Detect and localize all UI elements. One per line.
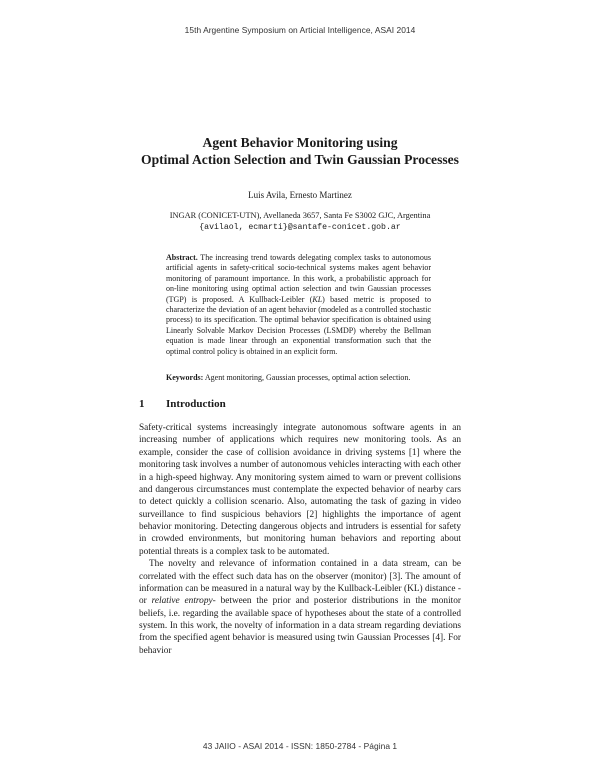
running-header: 15th Argentine Symposium on Articial Intelligence, ASAI 2014: [184, 25, 416, 35]
section-number: 1: [139, 398, 145, 410]
paper-title: [0, 134, 600, 168]
keywords-text: Agent monitoring, Gaussian processes, optimal action selection.: [203, 373, 411, 382]
paragraph-2-part-2: - between the prior and posterior distributions in the monitor beliefs, i.e. regarding the available space of hypotheses about the state of a controlled system. In this work, the novelty of information in a data stream regarding deviations from the specified agent behavior is measured using twin Gaussian Processes [4]. For behavior: [139, 596, 461, 656]
paragraph-1: Safety-critical systems increasingly integrate autonomous software agents in an increasing number of applications which requires new monitoring tools. As an example, consider the case of collision avoidance in driving systems [1] where the monitoring task involves a number of autonomous vehicles interacting with each other in a high-speed highway. Any monitoring system aimed to warn or prevent collisions and dangerous circumstances must contemplate the expected behavior of nearby cars to detect quickly a collision scenario. Also, automating the task of gazing in video surveillance to find suspicious behaviors [2] highlights the importance of agent behavior monitoring. Detecting dangerous objects and intruders is essential for safety in crowded environments, but monitoring human behaviors and reporting about potential threats is a complex task to be automated.: [139, 423, 461, 557]
paragraph-2-emphasis: relative entropy: [151, 596, 213, 607]
page-footer: 43 JAIIO - ASAI 2014 - ISSN: 1850-2784 - Página 1: [202, 741, 398, 751]
abstract-label: Abstract.: [166, 253, 198, 262]
body-text: [139, 422, 461, 657]
affiliation: INGAR (CONICET-UTN), Avellaneda 3657, Santa Fe S3002 GJC, Argentina: [169, 211, 431, 220]
author-emails: {avilaol, ecmarti}@santafe-conicet.gob.ar: [199, 223, 401, 232]
abstract-text-1: The increasing trend towards delegating complex tasks to autonomous artificial agents in safety-critical socio-technical systems makes agent behavior monitoring of paramount importance. In this work, a probabilistic approach for on-line monitoring using optimal action selection and twin Gaussian processes (TGP) is proposed. A Kullback-Leibler (: [166, 253, 431, 304]
paragraph-2-part-1: The novelty and relevance of information contained in a data stream, can be correlated with the effect such data has on the observer (monitor) [3]. The amount of information can be measured in a natural way by the Kullback-Leibler (KL) distance -or: [139, 559, 461, 607]
section-title: Introduction: [166, 398, 226, 410]
abstract-text-2: ) based metric is proposed to characterize the deviation of an agent behavior (modeled as a controlled stochastic process) to its specification. The optimal behavior specification is obtained using Linearly Solvable Markov Decision Processes (LSMDP) whereby the Bellman equation is made linear through an exponential transformation such that the optimal control policy is obtained in an explicit form.: [166, 294, 431, 356]
keywords: [166, 373, 431, 383]
section-heading: [139, 398, 226, 410]
affiliation-block: [0, 210, 600, 234]
keywords-label: Keywords:: [166, 373, 204, 382]
authors: Luis Avila, Ernesto Martinez: [248, 190, 352, 200]
abstract: [166, 253, 431, 357]
title-line-2: Optimal Action Selection and Twin Gaussian Processes: [141, 152, 459, 167]
paragraph-2: [139, 558, 461, 657]
title-line-1: Agent Behavior Monitoring using: [202, 135, 398, 150]
abstract-kl: KL: [312, 294, 323, 304]
